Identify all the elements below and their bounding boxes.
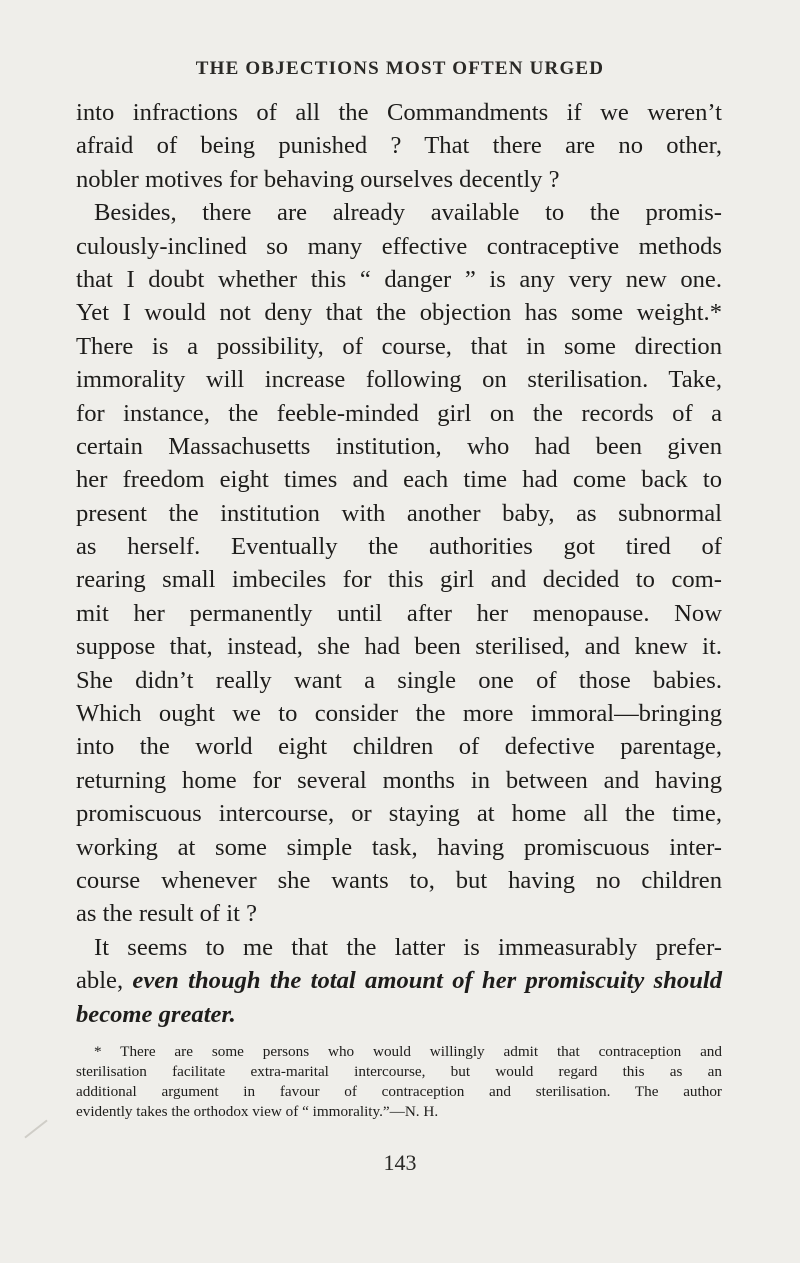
text-line: into infractions of all the Commandments if we weren’t: [76, 99, 722, 126]
text-line: working at some simple task, having promiscuous inter-: [76, 833, 722, 861]
text-line: nobler motives for behaving ourselves decently ?: [76, 165, 560, 193]
footnote-line: additional argument in favour of contraception and sterilisation. The author: [76, 1083, 722, 1100]
text-line: as the result of it ?: [76, 900, 257, 928]
footnote-line: * There are some persons who would willingly admit that contraception and: [94, 1043, 722, 1060]
text-line: culously-inclined so many effective contraceptive methods: [76, 232, 722, 260]
text-line: suppose that, instead, she had been sterilised, and knew it.: [76, 633, 722, 661]
text-line: course whenever she wants to, but having no children: [76, 866, 722, 894]
emphasis-text: even though the total amount of her promiscuity should: [132, 967, 722, 995]
body-text: [76, 96, 722, 1031]
text-line: afraid of being punished ? That there are no other,: [76, 132, 722, 160]
text-line: promiscuous intercourse, or staying at home all the time,: [76, 800, 722, 828]
text-line: There is a possibility, of course, that in some direction: [76, 332, 722, 360]
text-line: mit her permanently until after her menopause. Now: [76, 599, 722, 627]
footnote-line: evidently takes the orthodox view of “ immorality.”—N. H.: [76, 1103, 439, 1120]
text-line-emphasis: [76, 964, 722, 997]
paper-crease-mark: [24, 1120, 47, 1139]
text-line: present the institution with another baby, as subnormal: [76, 499, 722, 527]
footnote: [76, 1042, 722, 1122]
footnote-line: sterilisation facilitate extra-marital intercourse, but would regard this as an: [76, 1063, 722, 1080]
text-line: her freedom eight times and each time had come back to: [76, 466, 722, 494]
text-line-emphasis-end: [76, 998, 722, 1031]
text-line: into the world eight children of defective parentage,: [76, 733, 722, 761]
text-line: certain Massachusetts institution, who had been given: [76, 432, 722, 460]
text-line: returning home for several months in between and having: [76, 766, 722, 794]
text-line: rearing small imbeciles for this girl and decided to com-: [76, 566, 722, 594]
text-line: for instance, the feeble-minded girl on the records of a: [76, 399, 722, 427]
text-line: as herself. Eventually the authorities got tired of: [76, 533, 722, 561]
text-fragment: able,: [76, 967, 133, 995]
text-line: Yet I would not deny that the objection has some weight.*: [76, 299, 722, 327]
text-line: She didn’t really want a single one of those babies.: [76, 666, 722, 694]
text-line: that I doubt whether this “ danger ” is any very new one.: [76, 265, 722, 293]
running-head: THE OBJECTIONS MOST OFTEN URGED: [195, 58, 605, 79]
text-line: Besides, there are already available to the promis-: [94, 199, 722, 227]
text-line: Which ought we to consider the more immoral—bringing: [76, 700, 722, 728]
page-number: 143: [383, 1150, 417, 1175]
emphasis-text: become greater.: [76, 1000, 236, 1028]
text-line: It seems to me that the latter is immeasurably prefer-: [94, 933, 722, 961]
text-line: immorality will increase following on sterilisation. Take,: [76, 366, 722, 394]
